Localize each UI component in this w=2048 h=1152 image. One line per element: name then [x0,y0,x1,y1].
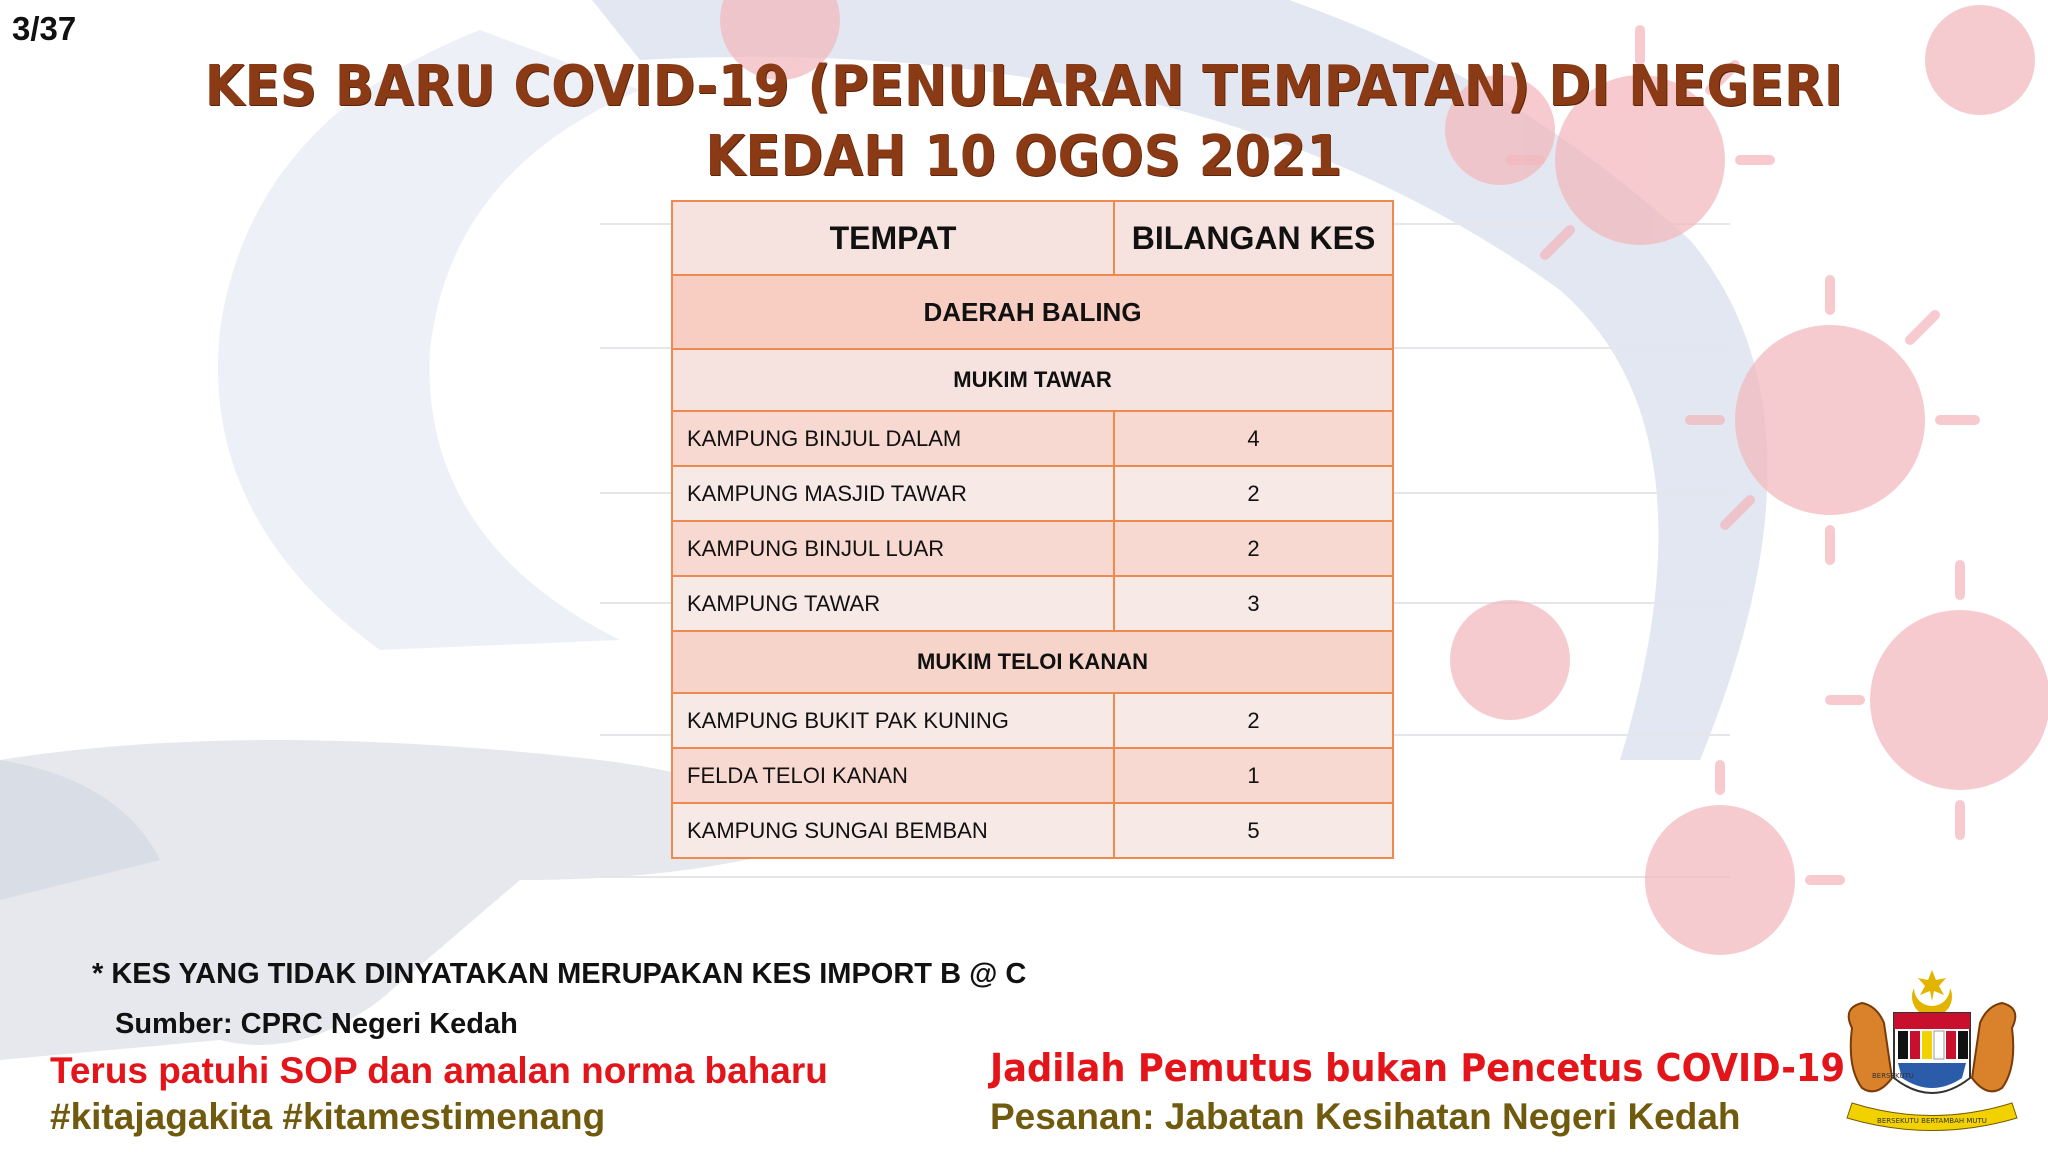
table-row [672,411,1393,466]
slogan-sop: Terus patuhi SOP dan amalan norma baharu [50,1050,828,1091]
place-cell: KAMPUNG MASJID TAWAR [672,466,1114,521]
place-cell: KAMPUNG TAWAR [672,576,1114,631]
place-cell: KAMPUNG BINJUL DALAM [672,411,1114,466]
place-cell: FELDA TELOI KANAN [672,748,1114,803]
place-cell: KAMPUNG BINJUL LUAR [672,521,1114,576]
cases-cell: 3 [1114,576,1393,631]
source-text: Sumber: CPRC Negeri Kedah [115,1008,518,1040]
district-row [672,275,1393,349]
table-row [672,576,1393,631]
cases-cell: 5 [1114,803,1393,858]
cases-cell: 2 [1114,466,1393,521]
place-cell: KAMPUNG SUNGAI BEMBAN [672,803,1114,858]
table-header-row [672,201,1393,275]
cases-cell: 1 [1114,748,1393,803]
malaysia-coat-of-arms-icon [1832,968,2032,1138]
page-title [82,52,1966,192]
cases-cell: 4 [1114,411,1393,466]
title-line-2: KEDAH 10 OGOS 2021 [705,124,1343,189]
header-bilangan-kes: BILANGAN KES [1114,201,1393,275]
table-row [672,693,1393,748]
crest-ribbon-left: BERSEKUTU [1872,1072,1914,1080]
mukim-name: MUKIM TAWAR [672,349,1393,411]
table-row [672,466,1393,521]
cases-cell: 2 [1114,521,1393,576]
district-name: DAERAH BALING [672,275,1393,349]
table-row [672,521,1393,576]
mukim-row [672,631,1393,693]
cases-table [671,200,1394,859]
page-number: 3/37 [12,10,77,47]
footnote: * KES YANG TIDAK DINYATAKAN MERUPAKAN KES IMPORT B @ C [92,958,1027,990]
slogan-hashtags: #kitajagakita #kitamestimenang [50,1096,606,1137]
slogan-pesanan: Pesanan: Jabatan Kesihatan Negeri Kedah [990,1096,1741,1137]
header-tempat: TEMPAT [672,201,1114,275]
place-cell: KAMPUNG BUKIT PAK KUNING [672,693,1114,748]
table-row [672,748,1393,803]
table-row [672,803,1393,858]
crest-ribbon-bottom: BERSEKUTU BERTAMBAH MUTU [1877,1117,1987,1125]
cases-cell: 2 [1114,693,1393,748]
title-line-1: KES BARU COVID-19 (PENULARAN TEMPATAN) DI NEGERI [204,54,1843,119]
cases-table-container [671,200,1392,859]
slogan-pemutus: Jadilah Pemutus bukan Pencetus COVID-19 [990,1046,1846,1090]
mukim-name: MUKIM TELOI KANAN [672,631,1393,693]
mukim-row [672,349,1393,411]
